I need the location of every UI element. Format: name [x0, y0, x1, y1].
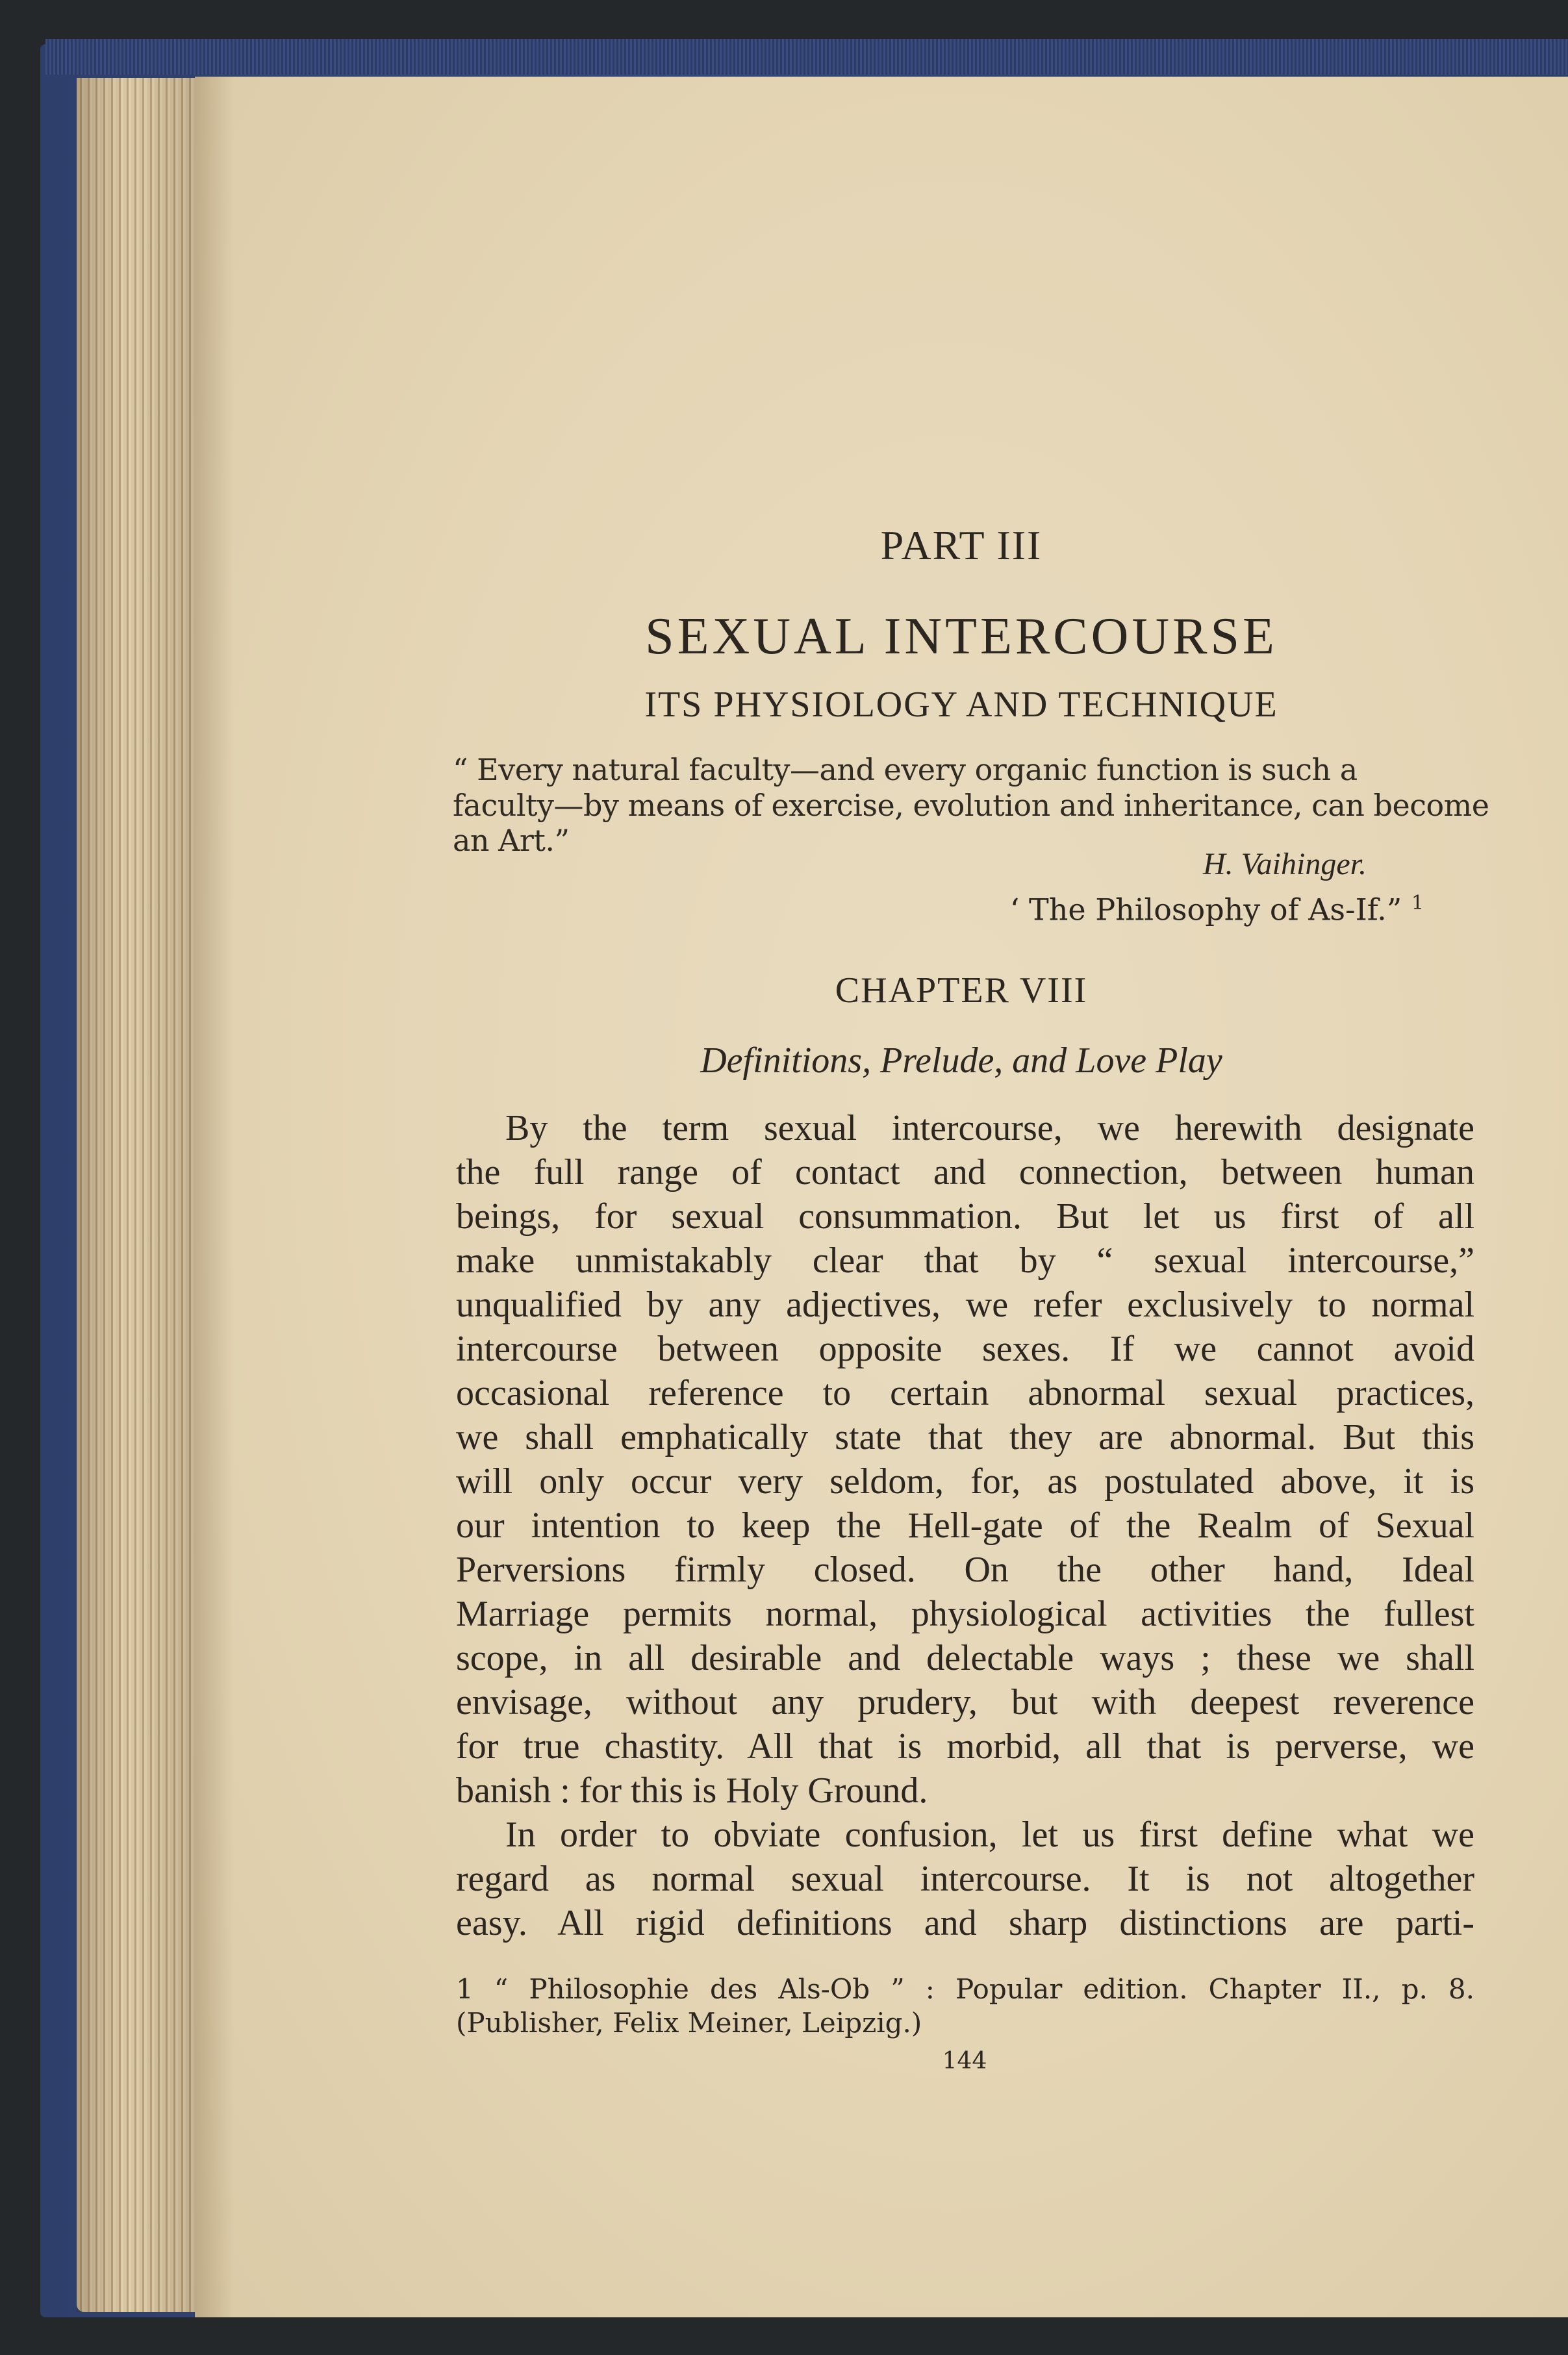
body-line: occasional reference to certain abnormal sexual practices, [456, 1373, 1474, 1413]
body-line: By the term sexual intercourse, we herewith designate [505, 1108, 1474, 1148]
footnote-line: 1 “ Philosophie des Als-Ob ” : Popular edition. Chapter II., p. 8. [456, 1973, 1474, 2005]
footnote-line: (Publisher, Felix Meiner, Leipzig.) [456, 2007, 922, 2039]
body-line: easy. All rigid definitions and sharp distinctions are parti- [456, 1903, 1474, 1943]
body-line: beings, for sexual consummation. But let us first of all [456, 1196, 1474, 1237]
footnote-marker: 1 [1411, 892, 1424, 914]
body-line: regard as normal sexual intercourse. It is not altogether [456, 1859, 1474, 1899]
body-line: scope, in all desirable and delectable ways ; these we shall [456, 1638, 1474, 1678]
body-line: Marriage permits normal, physiological activities the fullest [456, 1594, 1474, 1634]
part-title: SEXUAL INTERCOURSE [645, 608, 1278, 665]
binding-top-edge [45, 39, 1568, 75]
epigraph-line: faculty—by means of exercise, evolution and inheritance, can become [453, 788, 1489, 823]
body-line: In order to obviate confusion, let us first define what we [505, 1815, 1474, 1855]
chapter-subtitle: Definitions, Prelude, and Love Play [700, 1040, 1222, 1081]
epigraph-source [1010, 892, 1424, 927]
epigraph-line: an Art.” [453, 823, 570, 858]
epigraph-line: “ Every natural faculty—and every organic function is such a [453, 752, 1358, 787]
body-line: for true chastity. All that is morbid, all that is perverse, we [456, 1726, 1474, 1767]
body-line: the full range of contact and connection, between human [456, 1152, 1474, 1192]
chapter-heading: CHAPTER VIII [835, 970, 1088, 1011]
part-subtitle: ITS PHYSIOLOGY AND TECHNIQUE [644, 685, 1278, 725]
body-line: banish : for this is Holy Ground. [456, 1770, 928, 1811]
body-line: we shall emphatically state that they are abnormal. But this [456, 1417, 1474, 1457]
body-line: unqualified by any adjectives, we refer exclusively to normal [456, 1285, 1474, 1325]
body-line: envisage, without any prudery, but with deepest reverence [456, 1682, 1474, 1722]
epigraph-author: H. Vaihinger. [1203, 847, 1367, 881]
body-line: intercourse between opposite sexes. If we cannot avoid [456, 1329, 1474, 1369]
epigraph-source-text: ‘ The Philosophy of As-If.” [1009, 892, 1402, 927]
body-line: Perversions firmly closed. On the other hand, Ideal [456, 1550, 1474, 1590]
body-line: make unmistakably clear that by “ sexual intercourse,” [456, 1240, 1474, 1281]
body-line: will only occur very seldom, for, as postulated above, it is [456, 1461, 1474, 1502]
part-heading: PART III [880, 522, 1043, 568]
page-number: 144 [942, 2048, 987, 2074]
page-edges [77, 78, 203, 2312]
body-line: our intention to keep the Hell-gate of the Realm of Sexual [456, 1505, 1474, 1546]
